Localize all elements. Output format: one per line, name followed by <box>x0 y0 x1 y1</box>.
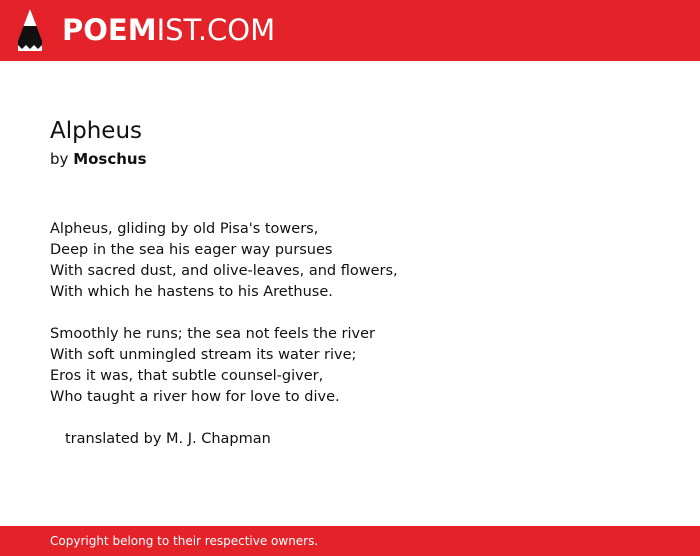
poem-title: Alpheus <box>50 118 143 144</box>
site-logo[interactable] <box>62 12 275 48</box>
logo-light-text: IST.COM <box>156 13 276 47</box>
poem-line: Alpheus, gliding by old Pisa's towers, <box>50 221 319 237</box>
poem-line: With which he hastens to his Arethuse. <box>50 284 333 300</box>
copyright-notice: Copyright belong to their respective owners. <box>50 534 319 548</box>
stanza-break <box>50 408 398 429</box>
by-label: by <box>50 150 69 168</box>
poem-line: Who taught a river how for love to dive. <box>50 389 340 405</box>
poem-line: With sacred dust, and olive-leaves, and flowers, <box>50 263 398 279</box>
poem-line: With soft unmingled stream its water rive; <box>50 347 357 363</box>
poem-byline <box>50 149 147 169</box>
site-footer <box>0 526 700 556</box>
poem-body <box>50 219 398 450</box>
poem-line: Deep in the sea his eager way pursues <box>50 242 333 258</box>
poem-line: Eros it was, that subtle counsel-giver, <box>50 368 324 384</box>
pencil-icon[interactable] <box>18 9 42 51</box>
logo-bold-text: POEM <box>62 13 157 47</box>
poem-author[interactable]: Moschus <box>73 150 147 168</box>
site-header <box>0 0 700 61</box>
poem-line: Smoothly he runs; the sea not feels the river <box>50 326 376 342</box>
translator-credit: translated by M. J. Chapman <box>65 431 271 447</box>
stanza-break <box>50 303 398 324</box>
